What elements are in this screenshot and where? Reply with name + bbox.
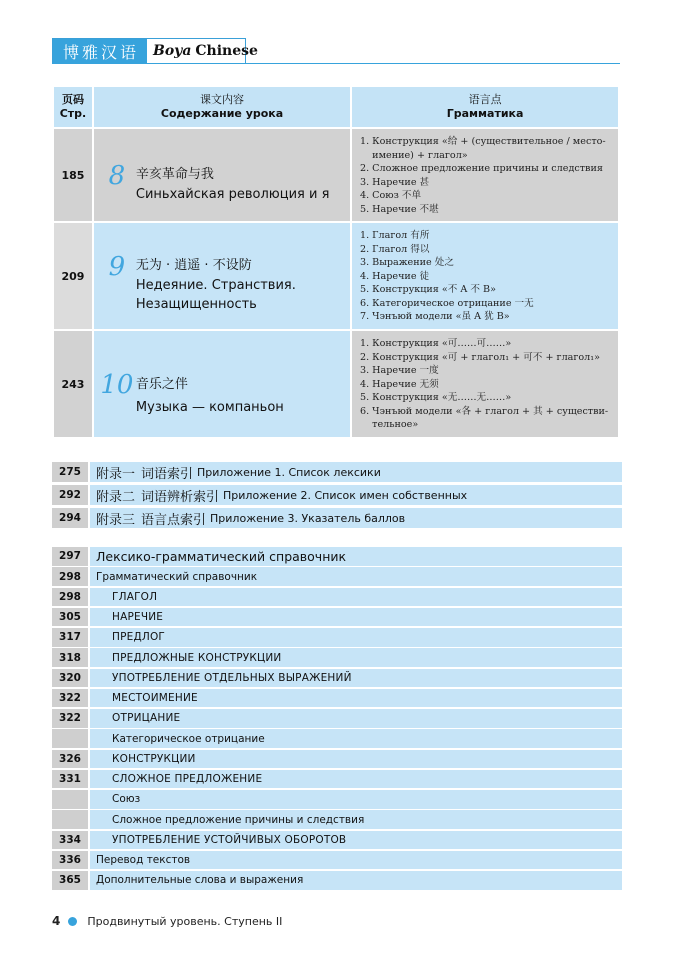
grammar-list [352,331,618,437]
lessons-table-header [54,87,618,127]
grammar-item: 4. Наречие 徒 [372,270,614,284]
header-page-ru: Стр. [59,107,87,120]
reference-row [52,648,622,667]
appendix-page: 292 [52,485,88,505]
reference-row [52,608,622,627]
grammar-item: 6. Чэнъюй модели «各 + глагол + 其 + существи-тельное» [372,405,614,432]
reference-page: 297 [52,547,88,566]
header-grammar-cn: 语言点 [468,93,502,106]
appendix-label-cn: 附录三 [96,512,136,528]
appendix-title-cn: 词语索引 [141,466,194,482]
reference-title: ОТРИЦАНИЕ [90,709,622,728]
appendix-label-cn: 附录一 [96,466,136,482]
bullet-dot-icon [68,917,77,926]
reference-page: 331 [52,770,88,789]
reference-row [52,567,622,586]
reference-page: 334 [52,831,88,850]
appendix-list [52,462,622,531]
lesson-number: 10 [100,369,134,400]
header-rule [52,63,620,64]
lesson-title-cn: 辛亥革命与我 [135,166,214,182]
reference-page: 298 [52,567,88,586]
grammar-item: 5. Наречие 不堪 [372,203,614,217]
page-number: 4 [52,914,61,928]
grammar-item: 4. Союз 不单 [372,189,614,203]
reference-title: КОНСТРУКЦИИ [90,750,622,769]
lesson-title-cn: 无为 · 逍遥 · 不设防 [135,258,252,273]
grammar-list [352,223,618,329]
reference-row [52,871,622,890]
reference-row [52,588,622,607]
reference-title: ПРЕДЛОЖНЫЕ КОНСТРУКЦИИ [90,648,622,667]
reference-row [52,689,622,708]
lesson-row-8 [54,129,618,221]
reference-title: ГЛАГОЛ [90,588,622,607]
reference-page: 322 [52,709,88,728]
appendix-title-ru: Приложение 1. Список лексики [197,465,381,479]
grammar-list [352,129,618,221]
reference-page [52,729,88,748]
reference-row [52,790,622,809]
page-footer [52,914,282,928]
reference-row [52,628,622,647]
header-grammar [352,87,618,127]
reference-title: УПОТРЕБЛЕНИЕ УСТОЙЧИВЫХ ОБОРОТОВ [90,831,622,850]
lesson-title-cn: 音乐之伴 [135,376,188,392]
lesson-title-ru: Недеяние. Странствия. [135,278,296,293]
reference-title: МЕСТОИМЕНИЕ [90,689,622,708]
lesson-row-9 [54,223,618,329]
header-content-ru: Содержание урока [160,107,284,120]
reference-list [52,547,622,891]
reference-row [52,810,622,829]
reference-title: Сложное предложение причины и следствия [90,810,622,829]
reference-page: 317 [52,628,88,647]
grammar-item: 1. Глагол 有所 [372,229,614,243]
reference-page: 326 [52,750,88,769]
reference-page [52,810,88,829]
reference-page: 365 [52,871,88,890]
reference-row [52,851,622,870]
reference-title: НАРЕЧИЕ [90,608,622,627]
lesson-content [94,331,350,437]
appendix-title-ru: Приложение 3. Указатель баллов [210,511,406,525]
reference-page: 298 [52,588,88,607]
series-badge [52,38,258,64]
lesson-row-10 [54,331,618,437]
reference-page: 318 [52,648,88,667]
series-title-en-italic: Boya [153,43,192,59]
grammar-item: 6. Категорическое отрицание 一无 [372,297,614,311]
reference-row [52,669,622,688]
header-grammar-ru: Грамматика [446,107,524,120]
reference-row [52,750,622,769]
reference-title: УПОТРЕБЛЕНИЕ ОТДЕЛЬНЫХ ВЫРАЖЕНИЙ [90,669,622,688]
lesson-content [94,223,350,329]
footer-text: Продвинутый уровень. Ступень II [87,914,283,928]
reference-title: ПРЕДЛОГ [90,628,622,647]
lesson-page: 209 [54,223,92,329]
lesson-grammar [352,223,618,329]
grammar-item: 4. Наречие 无须 [372,378,614,392]
series-title-en [147,39,258,63]
grammar-item: 1. Конструкция «可……可……» [372,337,614,351]
reference-title: СЛОЖНОЕ ПРЕДЛОЖЕНИЕ [90,770,622,789]
appendix-title-cn: 词语辨析索引 [141,489,220,505]
appendix-page: 294 [52,508,88,528]
appendix-row [52,508,622,528]
lesson-title-ru: Синьхайская революция и я [135,186,330,202]
grammar-item: 5. Конструкция «不 A 不 B» [372,283,614,297]
appendix-page: 275 [52,462,88,482]
series-title-cn: 博雅汉语 [53,39,147,63]
reference-title: Дополнительные слова и выражения [90,871,622,890]
lesson-number: 8 [108,160,126,191]
reference-title: Грамматический справочник [90,567,622,586]
lesson-grammar [352,129,618,221]
grammar-item: 3. Выражение 处之 [372,256,614,270]
lesson-grammar [352,331,618,437]
reference-row [52,709,622,728]
reference-title: Категорическое отрицание [90,729,622,748]
reference-page [52,790,88,809]
appendix-row [52,485,622,505]
header-page-cn: 页码 [61,93,84,106]
reference-title: Перевод текстов [90,851,622,870]
appendix-title-cn: 语言点索引 [141,512,207,528]
reference-row [52,831,622,850]
grammar-item: 1. Конструкция «给 + (существительное / место-имение) + глагол» [372,135,614,162]
lesson-title-ru-line2: Незащищенность [135,297,257,312]
lessons-table [52,85,620,439]
lesson-page: 243 [54,331,92,437]
reference-row [52,770,622,789]
grammar-item: 2. Сложное предложение причины и следствия [372,162,614,176]
header-content-cn: 课文内容 [200,93,245,106]
reference-page: 320 [52,669,88,688]
reference-page: 305 [52,608,88,627]
grammar-item: 2. Глагол 得以 [372,243,614,257]
lesson-title-ru: Музыка — компаньон [135,399,284,415]
series-title-en-word: Chinese [195,43,258,59]
grammar-item: 5. Конструкция «无……无……» [372,391,614,405]
grammar-item: 7. Чэнъюй модели «虽 A 犹 B» [372,310,614,324]
reference-page: 336 [52,851,88,870]
reference-row [52,729,622,748]
header-content [94,87,350,127]
lesson-number: 9 [108,252,126,282]
lesson-page: 185 [54,129,92,221]
reference-title: Лексико-грамматический справочник [90,547,622,566]
header-page [54,87,92,127]
appendix-title-ru: Приложение 2. Список имен собственных [223,488,468,502]
reference-page: 322 [52,689,88,708]
reference-row [52,547,622,566]
grammar-item: 3. Наречие 一度 [372,364,614,378]
appendix-row [52,462,622,482]
grammar-item: 3. Наречие 甚 [372,176,614,190]
lesson-content [94,129,350,221]
appendix-label-cn: 附录二 [96,489,136,505]
grammar-item: 2. Конструкция «可 + глагол₁ + 可不 + глагол₁» [372,351,614,365]
reference-title: Союз [90,790,622,809]
